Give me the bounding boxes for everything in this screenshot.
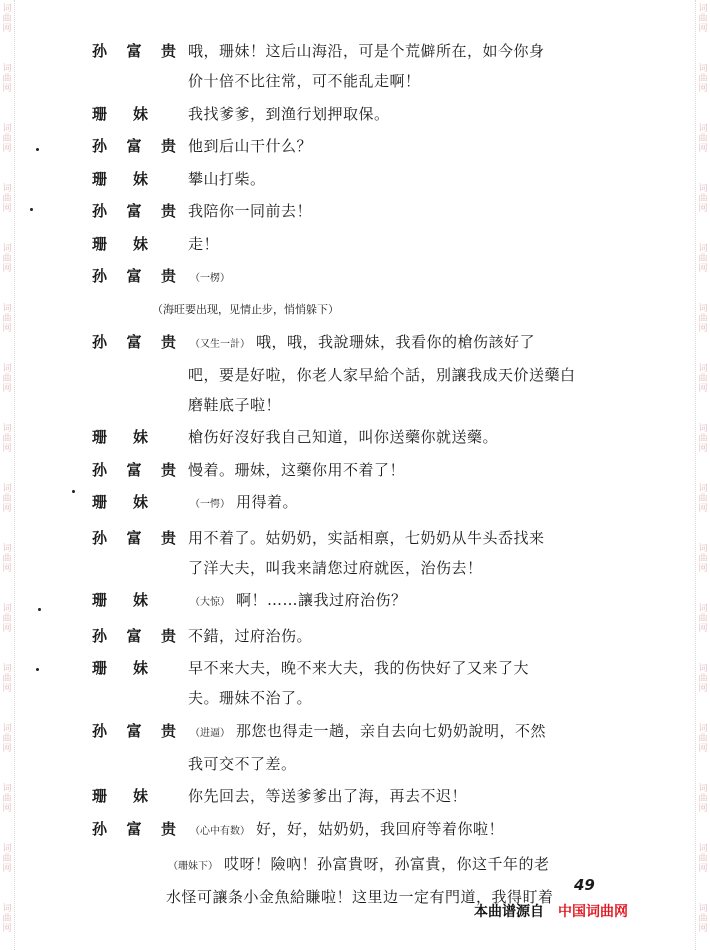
watermark-char: 网 [2, 144, 12, 154]
speech-text: 了洋大夫，叫我来請您过府就医，治伤去！ [188, 558, 483, 577]
watermark-char: 词 [2, 724, 12, 734]
watermark-char: 曲 [698, 614, 708, 624]
watermark-char: 词 [698, 244, 708, 254]
watermark-char: 曲 [2, 74, 12, 84]
speech-text: 价十倍不比往常，可不能乱走啊！ [188, 72, 421, 90]
watermark-unit [0, 600, 14, 660]
watermark-char: 曲 [698, 854, 708, 864]
watermark-char: 词 [698, 544, 708, 554]
speech-line [188, 261, 632, 294]
speech-text: 早不来大夫，晚不来大夫，我的伤快好了又来了大 [188, 659, 530, 677]
watermark-unit [0, 60, 14, 120]
dialogue-entry [92, 261, 632, 294]
watermark-unit [0, 480, 14, 540]
dialogue-entry [92, 716, 632, 779]
speaker-name: 珊 妹 [92, 591, 148, 609]
watermark-unit [696, 900, 710, 950]
watermark-char: 词 [2, 184, 12, 194]
watermark-char: 网 [2, 624, 12, 634]
watermark-char: 词 [698, 724, 708, 734]
speech-text: 哦，哦，我說珊妹，我看你的槍伤該好了 [256, 332, 536, 351]
watermark-unit [0, 0, 14, 60]
acting-note: （一愕） [190, 499, 230, 510]
watermark-char: 词 [698, 604, 708, 614]
watermark-char: 曲 [698, 374, 708, 384]
acting-note: （一楞） [190, 273, 230, 284]
watermark-unit [0, 180, 14, 240]
speaker-name: 珊 妹 [92, 169, 148, 188]
speech-text: 啊！……讓我过府治伤？ [236, 591, 407, 609]
watermark-char: 词 [2, 784, 12, 794]
speech-line [188, 653, 632, 683]
speech-line [188, 487, 632, 520]
speech-text: 你先回去，等送爹爹出了海，再去不迟！ [188, 787, 468, 805]
watermark-char: 词 [698, 124, 708, 134]
watermark-char: 网 [698, 564, 708, 574]
watermark-char: 网 [698, 684, 708, 694]
watermark-char: 曲 [698, 494, 708, 504]
watermark-char: 词 [698, 904, 708, 914]
watermark-unit [696, 0, 710, 60]
watermark-char: 曲 [2, 734, 12, 744]
scan-mark [36, 148, 39, 151]
watermark-char: 网 [698, 204, 708, 214]
speaker-name: 孙 富 贵 [92, 626, 176, 645]
watermark-char: 词 [698, 844, 708, 854]
speech-line [188, 131, 632, 161]
watermark-column-right [695, 0, 710, 950]
watermark-char: 词 [698, 484, 708, 494]
watermark-char: 曲 [698, 194, 708, 204]
speech-line [188, 683, 632, 713]
watermark-char: 网 [2, 744, 12, 754]
watermark-char: 曲 [2, 314, 12, 324]
watermark-char: 曲 [2, 14, 12, 24]
dialogue-list [92, 36, 632, 912]
watermark-char: 网 [698, 744, 708, 754]
watermark-char: 曲 [698, 914, 708, 924]
watermark-char: 词 [2, 904, 12, 914]
dialogue-entry [92, 585, 632, 618]
speech-text: 哦，珊妹！这后山海沿，可是个荒僻所在，如今你身 [188, 42, 545, 60]
source-footer [474, 901, 628, 921]
speech-text: 哎呀！險吶！孙富貴呀，孙富貴，你这千年的老 [224, 855, 550, 873]
watermark-char: 曲 [698, 674, 708, 684]
watermark-char: 曲 [698, 434, 708, 444]
watermark-char: 网 [2, 564, 12, 574]
speech-line [188, 781, 632, 811]
speaker-name: 孙 富 贵 [92, 42, 176, 60]
watermark-char: 曲 [2, 854, 12, 864]
speech-line [188, 749, 632, 779]
speaker-name: 珊 妹 [92, 493, 148, 511]
watermark-char: 网 [698, 504, 708, 514]
watermark-char: 词 [698, 784, 708, 794]
watermark-unit [0, 840, 14, 900]
watermark-char: 网 [698, 144, 708, 154]
watermark-char: 词 [2, 244, 12, 254]
speaker-name: 孙 富 贵 [92, 460, 176, 479]
dialogue-entry [92, 814, 632, 847]
watermark-char: 曲 [2, 494, 12, 504]
speech-text: 槍伤好沒好我自己知道，叫你送藥你就送藥。 [188, 428, 499, 446]
speaker-name: 珊 妹 [92, 104, 148, 123]
speech-line [188, 553, 632, 583]
source-site: 中国词曲网 [558, 904, 628, 920]
speaker-name: 孙 富 贵 [92, 332, 176, 351]
watermark-char: 曲 [2, 374, 12, 384]
watermark-unit [696, 60, 710, 120]
watermark-char: 曲 [2, 554, 12, 564]
watermark-char: 网 [2, 504, 12, 514]
watermark-char: 曲 [2, 794, 12, 804]
watermark-char: 词 [2, 544, 12, 554]
dialogue-entry [92, 781, 632, 811]
watermark-char: 词 [698, 184, 708, 194]
watermark-unit [0, 420, 14, 480]
speech-line [188, 455, 632, 485]
speech-text: 吧，要是好啦，你老人家早給个話，別讓我成天价送藥白 [188, 365, 576, 384]
watermark-char: 网 [698, 324, 708, 334]
speech-line [188, 99, 632, 129]
watermark-unit [696, 660, 710, 720]
speech-text: 水怪可讓条小金魚給賺啦！这里边一定有門道，我得盯着 [166, 888, 554, 906]
speech-line [188, 585, 632, 618]
speech-text: 他到后山干什么？ [188, 137, 313, 155]
watermark-unit [696, 300, 710, 360]
speech-line [188, 621, 632, 651]
watermark-unit [0, 300, 14, 360]
watermark-unit [696, 240, 710, 300]
watermark-unit [696, 360, 710, 420]
watermark-char: 词 [2, 604, 12, 614]
watermark-char: 网 [698, 804, 708, 814]
speaker-name: 孙 富 贵 [92, 528, 176, 547]
watermark-char: 词 [698, 424, 708, 434]
watermark-char: 网 [698, 444, 708, 454]
watermark-char: 网 [2, 804, 12, 814]
watermark-unit [0, 900, 14, 950]
watermark-char: 网 [2, 324, 12, 334]
dialogue-entry [92, 131, 632, 161]
watermark-char: 词 [698, 304, 708, 314]
watermark-char: 曲 [2, 434, 12, 444]
speaker-name: 孙 富 贵 [92, 267, 176, 285]
speech-text: 磨鞋底子啦！ [188, 395, 282, 414]
watermark-char: 词 [2, 304, 12, 314]
watermark-unit [0, 540, 14, 600]
watermark-char: 曲 [698, 254, 708, 264]
watermark-char: 网 [2, 264, 12, 274]
watermark-char: 词 [2, 124, 12, 134]
speech-text: 我找爹爹，到渔行划押取保。 [188, 104, 390, 123]
watermark-unit [696, 180, 710, 240]
watermark-char: 网 [698, 264, 708, 274]
speech-text: 慢着。珊妹，这藥你用不着了！ [188, 460, 406, 479]
watermark-char: 曲 [698, 314, 708, 324]
watermark-unit [696, 120, 710, 180]
watermark-char: 网 [2, 24, 12, 34]
dialogue-entry [92, 523, 632, 583]
dialogue-entry [92, 455, 632, 485]
watermark-char: 曲 [698, 134, 708, 144]
watermark-char: 网 [2, 444, 12, 454]
speech-line [188, 66, 632, 96]
watermark-unit [696, 600, 710, 660]
watermark-char: 网 [2, 924, 12, 934]
speech-line [188, 390, 632, 420]
watermark-char: 曲 [698, 794, 708, 804]
watermark-char: 曲 [698, 14, 708, 24]
watermark-char: 词 [2, 484, 12, 494]
watermark-char: 曲 [698, 734, 708, 744]
speaker-name: 珊 妹 [92, 428, 148, 446]
watermark-char: 网 [2, 204, 12, 214]
acting-note: （进逼） [190, 727, 230, 739]
speaker-name: 孙 富 贵 [92, 202, 176, 220]
dialogue-entry [92, 621, 632, 651]
watermark-char: 词 [2, 364, 12, 374]
watermark-char: 词 [2, 424, 12, 434]
acting-note: （大惊） [190, 597, 230, 608]
watermark-char: 曲 [698, 74, 708, 84]
speaker-name: 珊 妹 [92, 787, 148, 805]
speech-text: 攀山打柴。 [188, 169, 266, 188]
watermark-char: 曲 [2, 194, 12, 204]
watermark-unit [696, 540, 710, 600]
scan-mark [38, 608, 41, 611]
watermark-char: 曲 [2, 254, 12, 264]
speech-text: 我陪你一同前去！ [188, 202, 313, 220]
watermark-char: 网 [698, 384, 708, 394]
speaker-name: 珊 妹 [92, 234, 148, 253]
watermark-char: 词 [698, 664, 708, 674]
watermark-char: 词 [2, 664, 12, 674]
speaker-name: 珊 妹 [92, 659, 148, 677]
dialogue-entry [92, 487, 632, 520]
watermark-unit [0, 720, 14, 780]
speech-text: 我可交不了差。 [188, 754, 297, 773]
watermark-char: 词 [2, 844, 12, 854]
watermark-unit [0, 360, 14, 420]
scan-mark [36, 668, 39, 671]
watermark-unit [696, 480, 710, 540]
watermark-char: 词 [2, 64, 12, 74]
source-label: 本曲谱源自 [474, 904, 544, 920]
scan-mark [30, 208, 33, 211]
speech-text: 夫。珊妹不治了。 [188, 689, 313, 707]
watermark-char: 曲 [2, 914, 12, 924]
stage-direction: （海旺要出现，见情止步，悄悄躲下） [152, 302, 339, 316]
watermark-char: 网 [698, 924, 708, 934]
speech-line [188, 360, 632, 390]
speech-line [188, 229, 632, 259]
watermark-unit [696, 720, 710, 780]
watermark-char: 词 [698, 64, 708, 74]
watermark-char: 网 [698, 864, 708, 874]
dialogue-entry [92, 99, 632, 129]
watermark-unit [696, 420, 710, 480]
watermark-char: 词 [698, 4, 708, 14]
speech-line [188, 523, 632, 553]
speech-text: 走！ [188, 234, 220, 253]
speech-text: 不錯，过府治伤。 [188, 626, 313, 645]
watermark-unit [0, 240, 14, 300]
speech-line [188, 814, 632, 847]
speaker-name: 孙 富 贵 [92, 819, 176, 838]
dialogue-entry [92, 36, 632, 96]
watermark-char: 曲 [698, 554, 708, 564]
speech-line [188, 716, 632, 749]
watermark-char: 网 [2, 384, 12, 394]
speech-line [188, 36, 632, 66]
speech-line [166, 849, 632, 882]
script-page [92, 36, 632, 915]
watermark-unit [696, 780, 710, 840]
speech-line [188, 422, 632, 452]
watermark-char: 曲 [2, 134, 12, 144]
watermark-char: 网 [698, 624, 708, 634]
watermark-char: 曲 [2, 674, 12, 684]
speech-text: 那您也得走一趟，亲自去向七奶奶說明，不然 [236, 721, 547, 740]
speech-text: 用得着。 [236, 493, 299, 511]
watermark-unit [0, 780, 14, 840]
watermark-unit [0, 120, 14, 180]
watermark-char: 网 [698, 24, 708, 34]
speech-line [188, 164, 632, 194]
watermark-char: 词 [2, 4, 12, 14]
acting-note: （心中有数） [190, 825, 250, 837]
inline-stage-direction: （珊妹下） [168, 861, 218, 872]
speaker-name: 孙 富 贵 [92, 137, 176, 155]
dialogue-entry [92, 229, 632, 259]
watermark-char: 网 [698, 84, 708, 94]
dialogue-entry [92, 422, 632, 452]
acting-note: （又生一計） [190, 338, 250, 350]
speaker-name: 孙 富 贵 [92, 721, 176, 740]
speech-text: 用不着了。姑奶奶，实話相禀，七奶奶从牛头岙找来 [188, 528, 545, 547]
dialogue-entry [92, 164, 632, 194]
speech-text: 好，好，姑奶奶，我回府等着你啦！ [256, 819, 505, 838]
watermark-char: 网 [2, 684, 12, 694]
watermark-char: 网 [2, 84, 12, 94]
speech-line [188, 196, 632, 226]
page-number: 49 [574, 876, 595, 894]
watermark-char: 网 [2, 864, 12, 874]
dialogue-entry [92, 653, 632, 713]
watermark-char: 词 [698, 364, 708, 374]
watermark-column-left [0, 0, 15, 950]
watermark-unit [0, 660, 14, 720]
scan-mark [72, 490, 75, 493]
dialogue-entry [92, 327, 632, 420]
speech-line [188, 327, 632, 360]
watermark-char: 曲 [2, 614, 12, 624]
watermark-unit [696, 840, 710, 900]
dialogue-entry [92, 196, 632, 226]
